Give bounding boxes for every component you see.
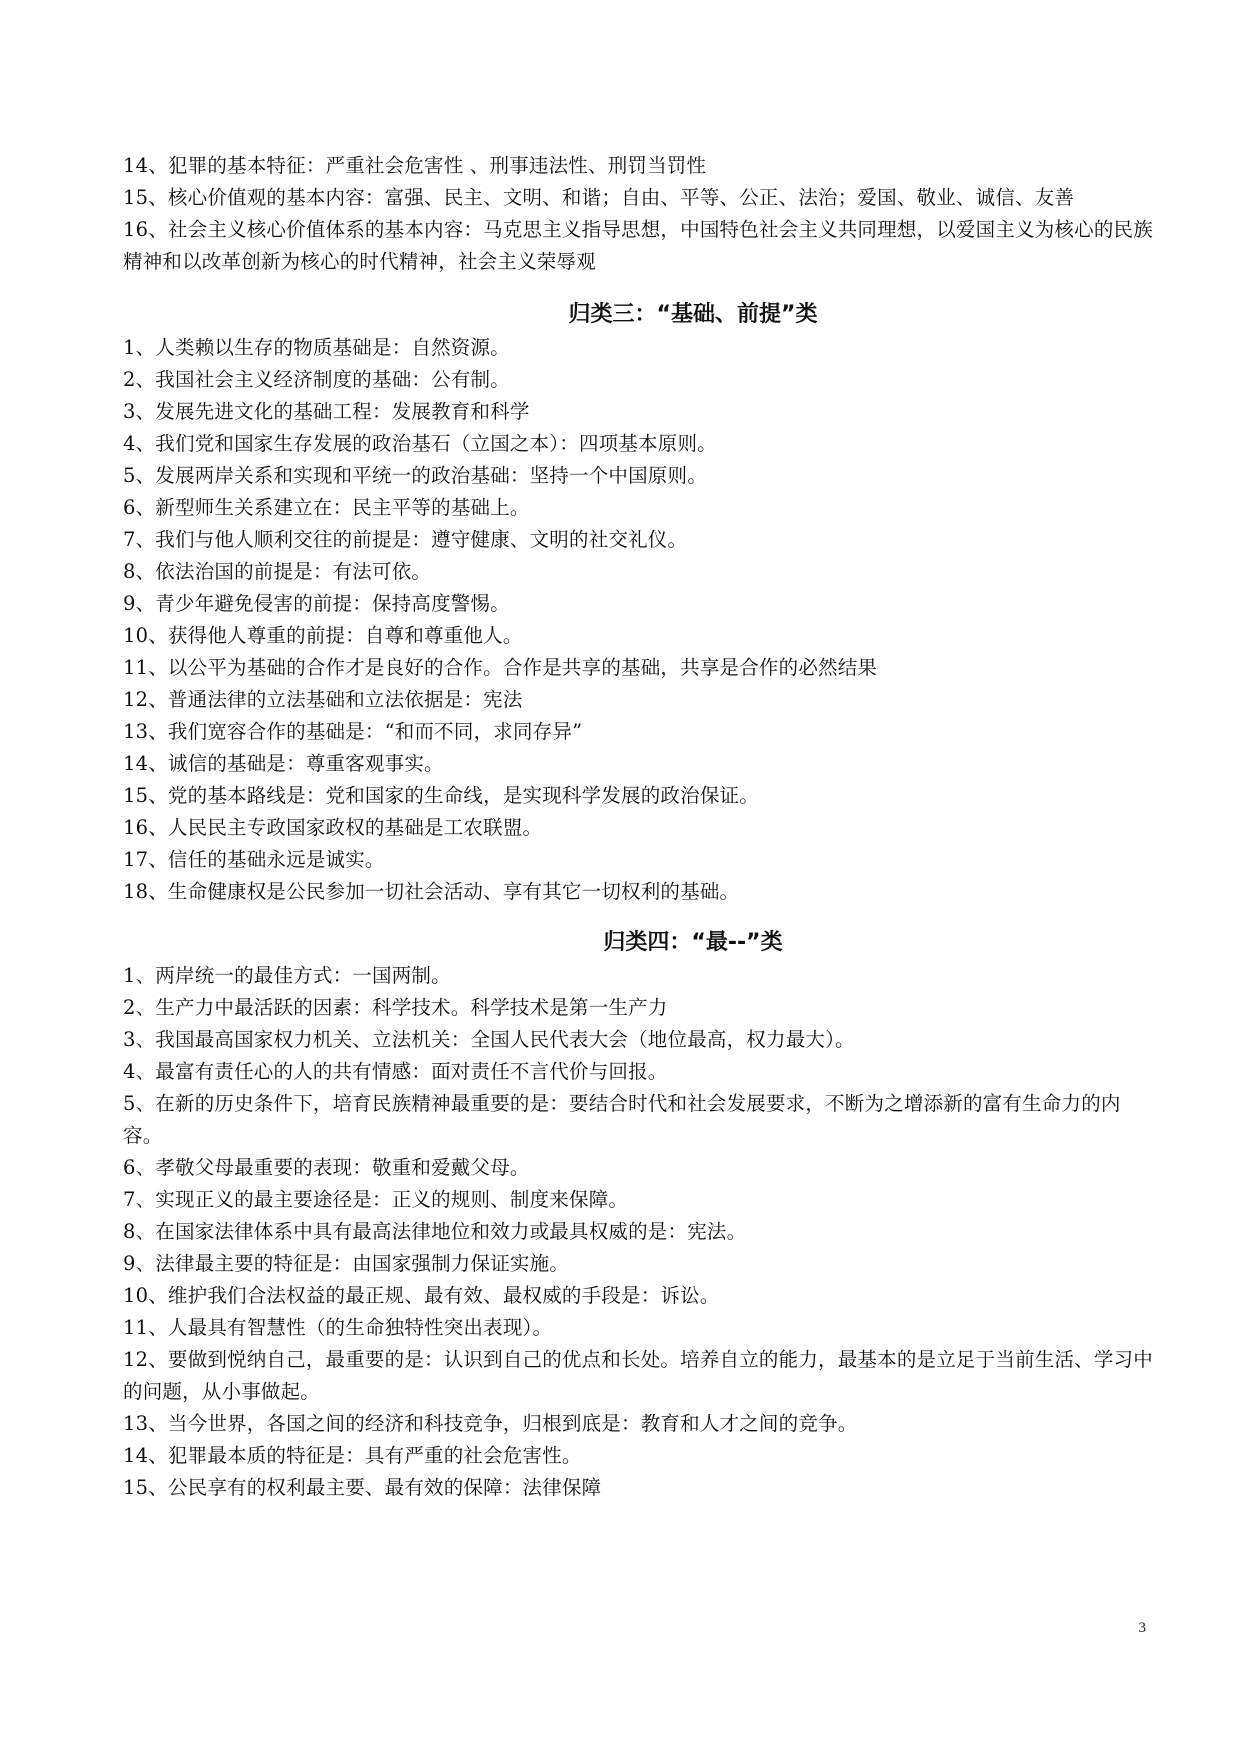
list-item: 16、社会主义核心价值体系的基本内容：马克思主义指导思想，中国特色社会主义共同理想，以爱国主义为核心的民族精神和以改革创新为核心的时代精神，社会主义荣辱观 [123,218,1153,273]
list-item: 2、生产力中最活跃的因素：科学技术。科学技术是第一生产力 [123,996,668,1019]
section-two-tail [123,150,1153,278]
list-item: 13、当今世界，各国之间的经济和科技竞争，归根到底是：教育和人才之间的竞争。 [123,1412,858,1435]
page-content [123,150,1153,1504]
list-item: 18、生命健康权是公民参加一切社会活动、享有其它一切权利的基础。 [123,880,740,903]
list-item: 5、在新的历史条件下，培育民族精神最重要的是：要结合时代和社会发展要求，不断为之增添新的富有生命力的内容。 [123,1092,1121,1147]
list-item: 7、我们与他人顺利交往的前提是：遵守健康、文明的社交礼仪。 [123,528,688,551]
list-item: 11、人最具有智慧性（的生命独特性突出表现）。 [123,1316,553,1339]
list-item: 7、实现正义的最主要途径是：正义的规则、制度来保障。 [123,1188,629,1211]
list-item: 17、信任的基础永远是诚实。 [123,848,385,871]
list-item: 1、人类赖以生存的物质基础是：自然资源。 [123,336,510,359]
section-three-title: 归类三：“基础、前提”类 [568,302,818,327]
page-number: 3 [1138,1620,1146,1636]
list-item: 14、犯罪最本质的特征是：具有严重的社会危害性。 [123,1444,582,1467]
list-item: 9、法律最主要的特征是：由国家强制力保证实施。 [123,1252,570,1275]
list-item: 13、我们宽容合作的基础是：“和而不同，求同存异” [123,720,583,743]
list-item: 8、依法治国的前提是：有法可依。 [123,560,432,583]
list-item: 12、普通法律的立法基础和立法依据是：宪法 [123,688,523,711]
list-item: 2、我国社会主义经济制度的基础：公有制。 [123,368,510,391]
list-item: 8、在国家法律体系中具有最高法律地位和效力或最具权威的是：宪法。 [123,1220,747,1243]
list-item: 10、获得他人尊重的前提：自尊和尊重他人。 [123,624,523,647]
section-four [123,926,1153,1504]
list-item: 15、党的基本路线是：党和国家的生命线，是实现科学发展的政治保证。 [123,784,759,807]
list-item: 12、要做到悦纳自己，最重要的是：认识到自己的优点和长处。培养自立的能力，最基本的是立足于当前生活、学习中的问题，从小事做起。 [123,1348,1153,1403]
list-item: 11、以公平为基础的合作才是良好的合作。合作是共享的基础，共享是合作的必然结果 [123,656,878,679]
list-item: 3、我国最高国家权力机关、立法机关：全国人民代表大会（地位最高，权力最大）。 [123,1028,855,1051]
section-four-title: 归类四：“最--”类 [603,930,783,955]
list-item: 16、人民民主专政国家政权的基础是工农联盟。 [123,816,543,839]
list-item: 14、诚信的基础是：尊重客观事实。 [123,752,444,775]
list-item: 6、孝敬父母最重要的表现：敬重和爱戴父母。 [123,1156,530,1179]
list-item: 4、我们党和国家生存发展的政治基石（立国之本）：四项基本原则。 [123,432,717,455]
list-item: 14、犯罪的基本特征：严重社会危害性 、刑事违法性、刑罚当罚性 [123,154,707,177]
list-item: 9、青少年避免侵害的前提：保持高度警惕。 [123,592,510,615]
list-item: 15、公民享有的权利最主要、最有效的保障：法律保障 [123,1476,602,1499]
list-item: 10、维护我们合法权益的最正规、最有效、最权威的手段是：诉讼。 [123,1284,720,1307]
list-item: 15、核心价值观的基本内容：富强、民主、文明、和谐；自由、平等、公正、法治；爱国、敬业、诚信、友善 [123,186,1075,209]
list-item: 1、两岸统一的最佳方式：一国两制。 [123,964,451,987]
list-item: 6、新型师生关系建立在：民主平等的基础上。 [123,496,530,519]
list-item: 4、最富有责任心的人的共有情感：面对责任不言代价与回报。 [123,1060,668,1083]
list-item: 5、发展两岸关系和实现和平统一的政治基础：坚持一个中国原则。 [123,464,707,487]
section-three [123,298,1153,908]
list-item: 3、发展先进文化的基础工程：发展教育和科学 [123,400,530,423]
